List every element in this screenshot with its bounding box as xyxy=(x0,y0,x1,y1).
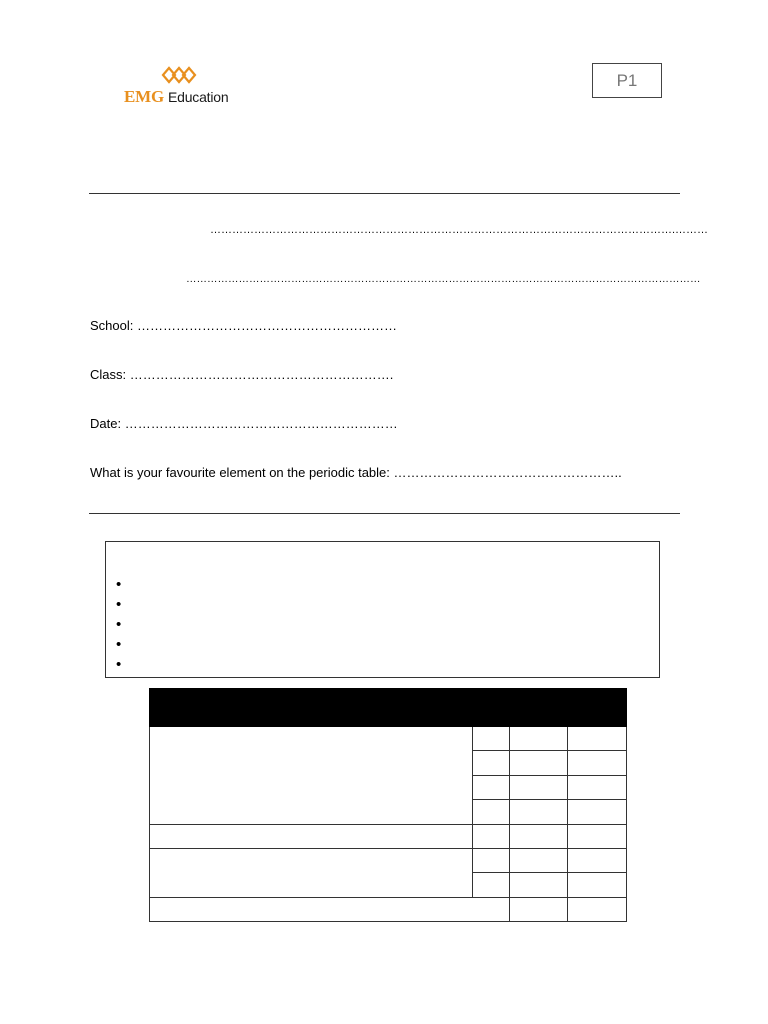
question-cell xyxy=(150,897,510,921)
emg-education-logo xyxy=(124,64,244,108)
table-row xyxy=(150,848,627,872)
part-cell xyxy=(473,824,510,848)
question-cell xyxy=(150,727,473,825)
mark-cell[interactable] xyxy=(510,727,568,751)
school-label: School: xyxy=(90,318,134,333)
top-divider xyxy=(89,193,680,194)
total-cell[interactable] xyxy=(568,775,627,799)
header-cell xyxy=(568,689,627,727)
mark-cell[interactable] xyxy=(510,751,568,775)
class-field[interactable] xyxy=(90,367,393,382)
question-cell xyxy=(150,848,473,897)
mark-cell[interactable] xyxy=(510,873,568,897)
table-row xyxy=(150,897,627,921)
bullet-point: • xyxy=(116,636,122,653)
form-field-1[interactable] xyxy=(210,221,708,236)
total-cell[interactable] xyxy=(568,897,627,921)
part-cell xyxy=(473,800,510,824)
table-row xyxy=(150,824,627,848)
header-cell xyxy=(473,689,510,727)
mark-cell[interactable] xyxy=(510,775,568,799)
mark-cell[interactable] xyxy=(510,824,568,848)
bullet-point: • xyxy=(116,596,122,613)
date-field[interactable] xyxy=(90,416,398,431)
header-cell xyxy=(150,689,473,727)
emg-logo-icon xyxy=(160,64,200,86)
total-cell[interactable] xyxy=(568,727,627,751)
logo-wordmark xyxy=(124,87,228,107)
favourite-element-dots: …………………………………………….. xyxy=(393,465,622,480)
instructions-box xyxy=(105,541,660,678)
class-label: Class: xyxy=(90,367,127,382)
part-cell xyxy=(473,775,510,799)
date-dots: ……………………………………………………… xyxy=(124,416,398,431)
part-cell xyxy=(473,848,510,872)
bullet-point: • xyxy=(116,616,122,633)
total-cell[interactable] xyxy=(568,848,627,872)
bullet-point: • xyxy=(116,656,122,673)
table-row xyxy=(150,727,627,751)
marks-table xyxy=(149,688,627,922)
favourite-element-field[interactable] xyxy=(90,465,622,480)
class-dots: ……………………………………………………. xyxy=(129,367,394,382)
mark-cell[interactable] xyxy=(510,800,568,824)
question-cell xyxy=(150,824,473,848)
favourite-element-label: What is your favourite element on the periodic table: xyxy=(90,465,390,480)
field-1-dots: ……………………………………………………………………………………………………………….……… xyxy=(210,224,709,236)
field-2-dots: ………………………………………………………………………………………………………………………………… xyxy=(186,273,701,285)
total-cell[interactable] xyxy=(568,751,627,775)
form-field-2[interactable] xyxy=(186,270,701,285)
bullet-point: • xyxy=(116,576,122,593)
part-cell xyxy=(473,727,510,751)
mark-cell[interactable] xyxy=(510,848,568,872)
part-cell xyxy=(473,751,510,775)
header-cell xyxy=(510,689,568,727)
school-field[interactable] xyxy=(90,318,397,333)
logo-product: Education xyxy=(167,89,229,105)
logo-brand: EMG xyxy=(124,87,165,106)
part-cell xyxy=(473,873,510,897)
table-header-row xyxy=(150,689,627,727)
total-cell[interactable] xyxy=(568,800,627,824)
total-cell[interactable] xyxy=(568,824,627,848)
mark-cell[interactable] xyxy=(510,897,568,921)
school-dots: …………………………………………………… xyxy=(137,318,397,333)
paper-code-box: P1 xyxy=(592,63,662,98)
total-cell[interactable] xyxy=(568,873,627,897)
bottom-divider xyxy=(89,513,680,514)
date-label: Date: xyxy=(90,416,122,431)
